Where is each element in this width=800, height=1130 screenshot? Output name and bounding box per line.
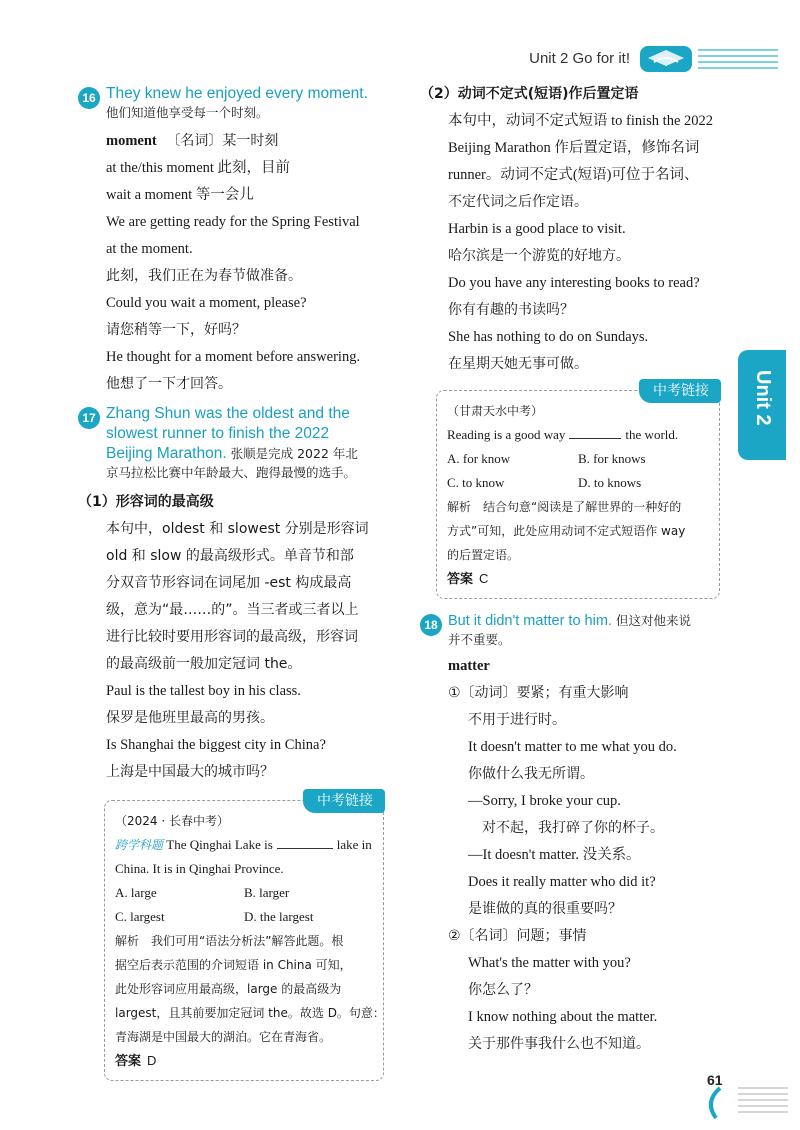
- item-17-sub1-title: （1）形容词的最高级: [78, 494, 214, 510]
- item-18-word: matter: [448, 658, 490, 674]
- item-16-line: Could you wait a moment, please?: [106, 295, 307, 311]
- answer-label: 答案: [115, 1054, 142, 1069]
- analysis-line: 解析 结合句意“阅读是了解世界的一种好的: [447, 500, 682, 514]
- answer-blank: [277, 836, 333, 849]
- item-16-pos: 〔名词〕某一时刻: [166, 133, 279, 149]
- item-16-number: 16: [78, 87, 100, 109]
- item-17-sub1-line: 本句中，oldest 和 slowest 分别是形容词: [106, 521, 369, 537]
- answer-label: 答案: [447, 572, 474, 587]
- item-16-word: moment: [106, 133, 157, 149]
- item-17-sub2-example: 你有有趣的书读吗？: [448, 302, 574, 318]
- item-17-sentence-en-2: slowest runner to finish the 2022: [106, 425, 330, 442]
- header-title: Unit 2 Go for it!: [529, 50, 630, 67]
- item-16-line: We are getting ready for the Spring Festival: [106, 214, 360, 230]
- question-part-2: lake in: [336, 837, 372, 852]
- item-17-sub2-example: 在星期天她无事可做。: [448, 356, 588, 372]
- exam-source: （2024 · 长春中考）: [115, 814, 229, 828]
- item-17-sub2-title: （2）动词不定式(短语)作后置定语: [420, 86, 639, 102]
- item-16-heading: [78, 84, 396, 122]
- option-a: A. for know: [447, 451, 511, 466]
- option-d: D. to knows: [578, 475, 642, 490]
- item-16-line: at the/this moment 此刻，目前: [106, 160, 291, 176]
- item-17-sub2-line: runner。动词不定式(短语)可位于名词、: [448, 167, 699, 183]
- item-17-sub1-line: 级，意为“最……的”。当三者或三者以上: [106, 602, 359, 618]
- exam-link-box-2: [436, 383, 720, 599]
- item-18-sense-2-line: I know nothing about the matter.: [468, 1009, 658, 1025]
- item-17-heading: [78, 404, 396, 482]
- item-17-sentence-en-1: Zhang Shun was the oldest and the: [106, 405, 350, 422]
- item-18-sense-2-line: What's the matter with you?: [468, 955, 631, 971]
- item-17-sub1-line: 分双音节形容词在词尾加 -est 构成最高: [106, 575, 352, 591]
- item-17-sub2-example: 哈尔滨是一个游览的好地方。: [448, 248, 630, 264]
- analysis-line: 解析 我们可用“语法分析法”解答此题。根: [115, 934, 344, 948]
- item-17-sentence-en-3: Beijing Marathon.: [106, 445, 227, 462]
- item-18-sense-1-line: —Sorry, I broke your cup.: [468, 793, 621, 809]
- analysis-line: 此处形容词应用最高级，large 的最高级为: [115, 982, 342, 996]
- answer-value: C: [479, 571, 489, 586]
- question-part-1: The Qinghai Lake is: [166, 837, 273, 852]
- item-18-sense-1-line: Does it really matter who did it?: [468, 874, 656, 890]
- item-16-body: [78, 128, 396, 398]
- item-18-sentence-zh-1: 但这对他来说: [615, 613, 691, 628]
- unit-side-tab-label: Unit 2: [752, 370, 774, 426]
- analysis-line: 方式”可知，此处应用动词不定式短语作 way: [447, 524, 686, 538]
- question-part-2: the world.: [625, 427, 679, 442]
- item-18-sense-1-line: 对不起，我打碎了你的杯子。: [482, 820, 664, 836]
- analysis-line: 的后置定语。: [447, 548, 520, 562]
- item-17-sub2-example: Do you have any interesting books to read?: [448, 275, 700, 291]
- item-18-heading: [420, 611, 720, 649]
- item-16-line: at the moment.: [106, 241, 193, 257]
- cross-subject-label: 跨学科题: [115, 838, 164, 852]
- page-header: [460, 40, 780, 74]
- option-b: B. larger: [244, 885, 290, 900]
- option-a: A. large: [115, 885, 157, 900]
- item-18-sense-1-line: 是谁做的真的很重要吗？: [468, 901, 622, 917]
- item-17-number: 17: [78, 407, 100, 429]
- item-17-sub1-line: 进行比较时要用形容词的最高级，形容词: [106, 629, 358, 645]
- answer-blank: [569, 426, 621, 439]
- item-18-sense-2: ②〔名词〕问题；事情: [448, 928, 587, 944]
- analysis-line: largest，且其前要加定冠词 the。故选 D。句意：: [115, 1006, 385, 1020]
- item-17-sub1-example: 保罗是他班里最高的男孩。: [106, 710, 274, 726]
- item-17-sub1-example: Paul is the tallest boy in his class.: [106, 683, 301, 699]
- analysis-line: 据空后表示范围的介词短语 in China 可知，: [115, 958, 352, 972]
- item-18-sense-1-line: 不用于进行时。: [468, 712, 566, 728]
- item-17-sub1-example: 上海是中国最大的城市吗？: [106, 764, 274, 780]
- option-list: [447, 447, 709, 495]
- item-18-number: 18: [420, 614, 442, 636]
- item-16-line: 请您稍等一下，好吗？: [106, 322, 246, 338]
- item-18-sense-1: ①〔动词〕要紧；有重大影响: [448, 685, 629, 701]
- item-17-sentence-zh-2: 京马拉松比赛中年龄最大、跑得最慢的选手。: [106, 465, 357, 480]
- item-17-sentence-zh-1: 张顺是完成 2022 年北: [230, 446, 358, 461]
- item-17-sub2-line: 本句中，动词不定式短语 to finish the 2022: [448, 113, 714, 129]
- item-16-sentence-zh: 他们知道他享受每一个时刻。: [106, 105, 269, 120]
- item-18-sentence-zh-2: 并不重要。: [448, 632, 511, 647]
- option-c: C. to know: [447, 475, 505, 490]
- left-column: [78, 84, 396, 1081]
- item-16-line: wait a moment 等一会儿: [106, 187, 254, 203]
- item-17-sub2-example: She has nothing to do on Sundays.: [448, 329, 649, 345]
- item-17-sub2-line: Beijing Marathon 作后置定语，修饰名词: [448, 140, 700, 156]
- item-17-sub2-line: 不定代词之后作定语。: [448, 194, 588, 210]
- item-16-line: 此刻，我们正在为春节做准备。: [106, 268, 302, 284]
- item-16-sentence-en: They knew he enjoyed every moment.: [106, 85, 368, 102]
- option-c: C. largest: [115, 909, 165, 924]
- option-b: B. for knows: [578, 451, 646, 466]
- item-18-sense-1-line: It doesn't matter to me what you do.: [468, 739, 677, 755]
- question-line-2: China. It is in Qinghai Province.: [115, 861, 284, 876]
- item-17-sub1: [78, 488, 396, 786]
- page-number: 61: [707, 1072, 723, 1088]
- exam-link-tag: 中考链接: [303, 789, 385, 813]
- item-16-line: 他想了一下才回答。: [106, 376, 232, 392]
- item-17-sub1-line: old 和 slow 的最高级形式。单音节和部: [106, 548, 354, 564]
- header-book-icon: [640, 40, 780, 74]
- option-list: [115, 881, 373, 929]
- answer-value: D: [147, 1053, 157, 1068]
- unit-side-tab: [738, 350, 786, 460]
- item-18-body: [420, 653, 720, 1058]
- item-18-sentence-en: But it didn't matter to him.: [448, 613, 612, 629]
- item-17-sub2-example: Harbin is a good place to visit.: [448, 221, 626, 237]
- question-part-1: Reading is a good way: [447, 427, 566, 442]
- item-18-sense-1-line: —It doesn't matter. 没关系。: [468, 847, 641, 863]
- right-column: [420, 84, 720, 1058]
- exam-link-box-1: [104, 793, 385, 1081]
- item-16-line: He thought for a moment before answering.: [106, 349, 361, 365]
- item-18-sense-2-line: 你怎么了？: [468, 982, 538, 998]
- analysis-line: 青海湖是中国最大的湖泊。它在青海省。: [115, 1030, 332, 1044]
- exam-link-tag: 中考链接: [639, 379, 721, 403]
- exam-source: （甘肃天水中考）: [447, 404, 544, 418]
- option-d: D. the largest: [244, 909, 314, 924]
- item-18-sense-1-line: 你做什么我无所谓。: [468, 766, 594, 782]
- item-17-sub1-example: Is Shanghai the biggest city in China?: [106, 737, 326, 753]
- item-17-sub1-line: 的最高级前一般加定冠词 the。: [106, 656, 302, 672]
- item-18-sense-2-line: 关于那件事我什么也不知道。: [468, 1036, 650, 1052]
